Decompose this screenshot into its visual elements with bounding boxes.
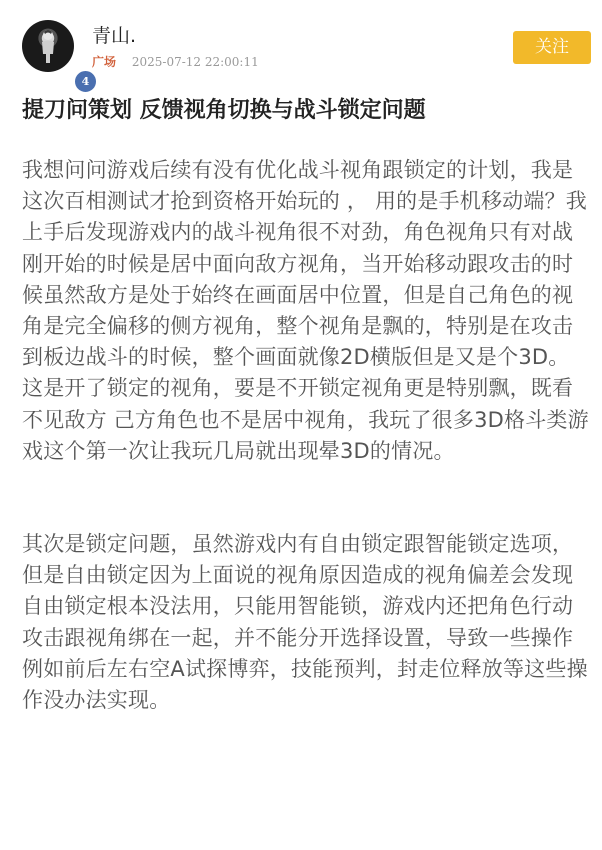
follow-button[interactable]: 关注 [513,31,591,64]
post-header [0,0,602,88]
post-timestamp: 2025-07-12 22:00:11 [131,55,259,69]
channel-label[interactable]: 广场 [92,55,117,69]
level-badge-icon: 4 [73,69,98,94]
post-title: 提刀问策划 反馈视角切换与战斗锁定问题 [22,98,426,123]
post-paragraph: 我想问问游戏后续有没有优化战斗视角跟锁定的计划，我是这次百相测试才抢到资格开始玩的 ， 用的是手机移动端？我上手后发现游戏内的战斗视角很不对劲，角色视角只有对战刚开始的时候是居中面向敌方视角，当开始移动跟攻击的时候虽然敌方是处于始终在画面居中位置，但是自己角色的视角是完全偏移的侧方视角，整个视角是飘的，特别是在攻击到板边战斗的时候，整个画面就像2D横版但是又是个3D。这是开了锁定的视角，要是不开锁定视角更是特别飘，既看不见敌方 己方角色也不是居中视角，我玩了很多3D格斗类游戏这个第一次让我玩几局就出现晕3D的情况。 [22,158,589,463]
avatar-figure-icon [38,28,58,64]
author-name[interactable]: 青山. [92,25,137,47]
avatar[interactable] [22,20,90,88]
post-content [22,155,590,716]
post-paragraph: 其次是锁定问题，虽然游戏内有自由锁定跟智能锁定选项，但是自由锁定因为上面说的视角原因造成的视角偏差会发现自由锁定根本没法用，只能用智能锁，游戏内还把角色行动攻击跟视角绑在一起，并不能分开选择设置，导致一些操作例如前后左右空A试探博弈，技能预判，封走位释放等这些操作没办法实现。 [22,532,588,713]
post-meta [92,55,259,69]
